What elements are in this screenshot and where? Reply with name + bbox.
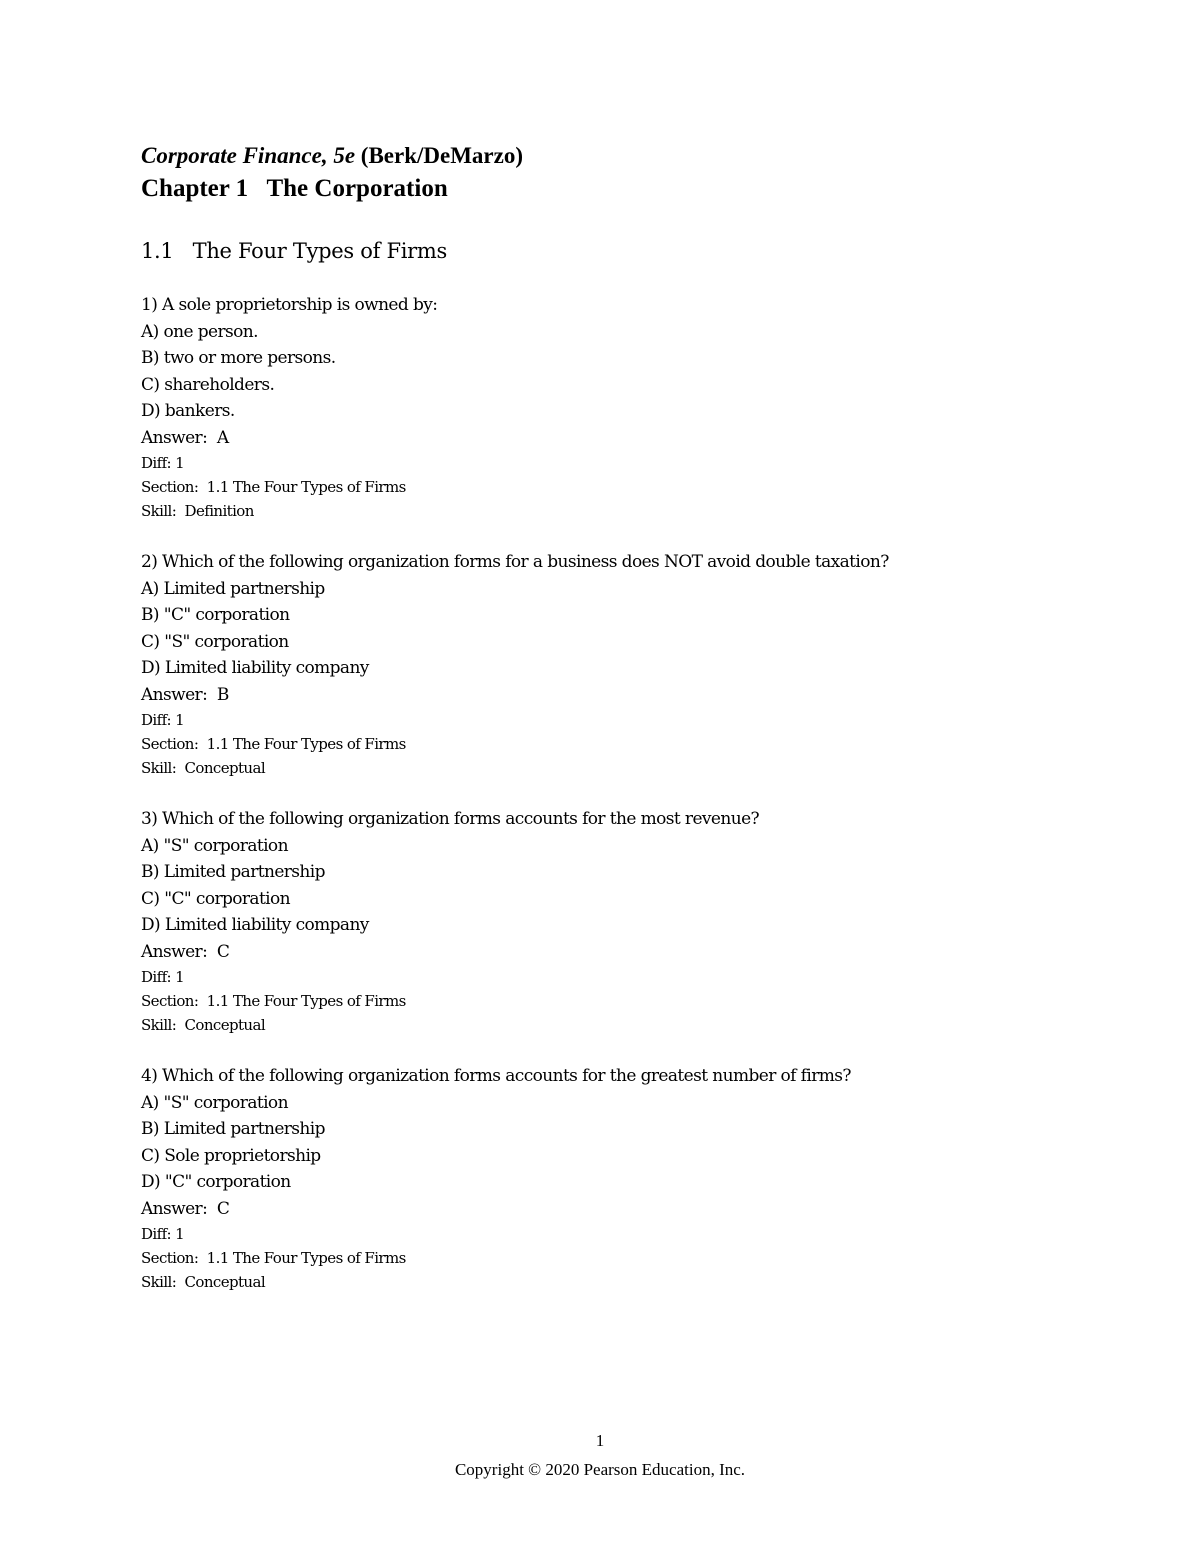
difficulty: Diff: 1 xyxy=(141,711,185,729)
copyright-notice: Copyright © 2020 Pearson Education, Inc. xyxy=(454,1460,746,1479)
question-text: 3) Which of the following organization forms accounts for the most revenue? xyxy=(141,809,760,829)
answer-option: B) Limited partnership xyxy=(141,1119,325,1139)
answer-option: A) "S" corporation xyxy=(141,835,288,856)
answer-option: B) "C" corporation xyxy=(141,605,290,625)
question-list xyxy=(141,292,1101,1294)
answer-option: A) Limited partnership xyxy=(141,578,325,599)
answer-option: B) two or more persons. xyxy=(141,348,336,368)
answer-option: C) "S" corporation xyxy=(141,631,289,652)
answer-key: Answer: B xyxy=(141,684,229,705)
question-block xyxy=(141,292,1101,523)
page-number: 1 xyxy=(595,1431,605,1450)
skill: Skill: Definition xyxy=(141,502,254,520)
question-text: 1) A sole proprietorship is owned by: xyxy=(141,295,438,315)
answer-option: B) Limited partnership xyxy=(141,862,325,882)
chapter-title: Chapter 1 The Corporation xyxy=(141,175,448,202)
page-content xyxy=(141,140,1101,1320)
section-ref: Section: 1.1 The Four Types of Firms xyxy=(141,735,406,753)
question-block xyxy=(141,549,1101,780)
skill: Skill: Conceptual xyxy=(141,759,266,777)
skill: Skill: Conceptual xyxy=(141,1016,266,1034)
answer-option: D) Limited liability company xyxy=(141,915,369,935)
book-title-authors: (Berk/DeMarzo) xyxy=(355,143,523,168)
answer-key: Answer: C xyxy=(141,1198,230,1219)
difficulty: Diff: 1 xyxy=(141,1225,185,1243)
section-title: 1.1 The Four Types of Firms xyxy=(141,239,447,263)
answer-option: D) Limited liability company xyxy=(141,658,369,678)
section-ref: Section: 1.1 The Four Types of Firms xyxy=(141,1249,406,1267)
answer-key: Answer: A xyxy=(141,427,229,448)
difficulty: Diff: 1 xyxy=(141,454,185,472)
answer-option: C) "C" corporation xyxy=(141,888,291,909)
answer-key: Answer: C xyxy=(141,941,230,962)
question-text: 2) Which of the following organization forms for a business does NOT avoid double taxation? xyxy=(141,552,889,572)
answer-option: A) one person. xyxy=(141,321,258,342)
answer-option: D) "C" corporation xyxy=(141,1172,291,1192)
question-block xyxy=(141,806,1101,1037)
question-block xyxy=(141,1063,1101,1294)
answer-option: C) Sole proprietorship xyxy=(141,1145,321,1166)
answer-option: D) bankers. xyxy=(141,401,235,421)
difficulty: Diff: 1 xyxy=(141,968,185,986)
section-ref: Section: 1.1 The Four Types of Firms xyxy=(141,992,406,1010)
question-text: 4) Which of the following organization forms accounts for the greatest number of firms? xyxy=(141,1066,851,1086)
book-title xyxy=(141,140,1101,172)
book-title-italic: Corporate Finance, 5e xyxy=(141,143,356,168)
answer-option: A) "S" corporation xyxy=(141,1092,288,1113)
skill: Skill: Conceptual xyxy=(141,1273,266,1291)
section-ref: Section: 1.1 The Four Types of Firms xyxy=(141,478,406,496)
answer-option: C) shareholders. xyxy=(141,374,275,395)
